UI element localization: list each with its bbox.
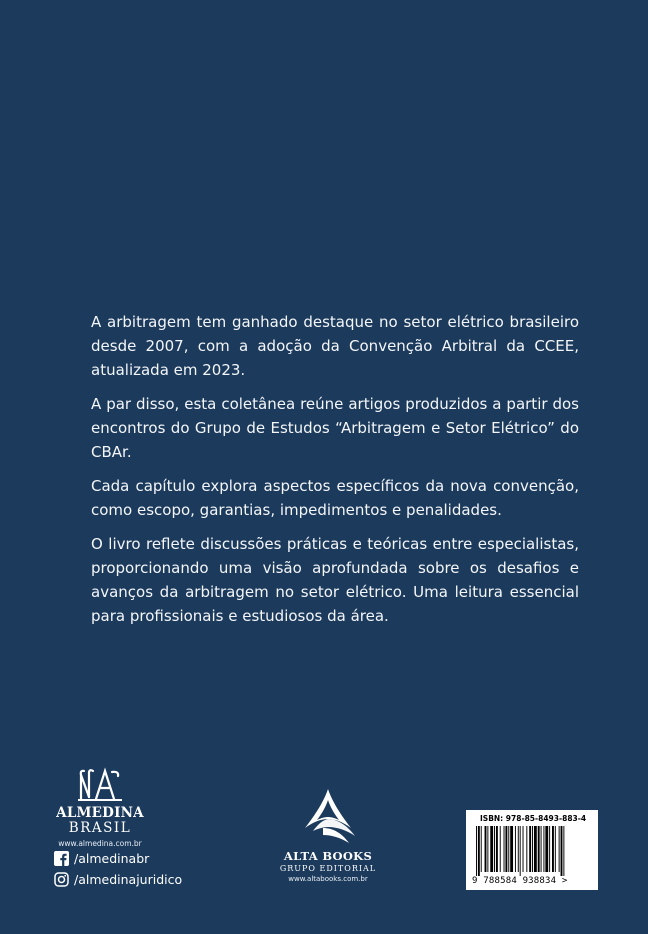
barcode-bar <box>505 826 507 872</box>
barcode-bar <box>534 826 537 872</box>
blurb-paragraph-3: Cada capítulo explora aspectos específicos da nova convenção, como escopo, garantias, impedimentos e penalidades. <box>91 477 579 519</box>
blurb-paragraph-4: O livro reflete discussões práticas e teóricas entre especialistas, proporcionando uma visão aprofundada sobre os desafios e avanços da arbitragem no setor elétrico. Uma leitura essencial para profissionais e estudiosos da área. <box>91 535 579 625</box>
almedina-logo <box>55 766 145 848</box>
barcode-bar <box>518 826 519 872</box>
barcode-bar <box>485 826 487 872</box>
alta-books-name: ALTA BOOKS <box>283 849 373 863</box>
instagram-icon <box>54 872 69 887</box>
barcode-bar <box>552 826 554 872</box>
barcode-bar <box>538 826 540 872</box>
barcode-bar <box>481 826 482 872</box>
barcode-bar <box>515 826 516 872</box>
alta-books-logo <box>268 788 388 884</box>
barcode-bar <box>526 826 527 872</box>
barcode-bar <box>520 826 521 876</box>
barcode-bar <box>478 826 480 876</box>
barcode-bars <box>472 826 592 876</box>
barcode-bar <box>561 826 563 876</box>
almedina-url[interactable]: www.almedina.com.br <box>58 839 142 848</box>
facebook-handle-text: /almedinabr <box>74 851 150 866</box>
barcode-bar <box>555 826 556 872</box>
barcode-bar <box>496 826 498 872</box>
barcode-bar <box>545 826 548 872</box>
isbn-label: ISBN: 978-85-8493-883-4 <box>480 814 587 823</box>
barcode-bar <box>563 826 564 876</box>
alta-books-subtitle: GRUPO EDITORIAL <box>279 864 377 873</box>
barcode-bar <box>529 826 531 872</box>
barcode-bar <box>494 826 495 872</box>
barcode-bar <box>559 826 560 872</box>
barcode-bar <box>508 826 509 872</box>
barcode-bar <box>476 826 477 876</box>
blurb-paragraph-1: A arbitragem tem ganhado destaque no setor elétrico brasileiro desde 2007, com a adoção da Convenção Arbitral da CCEE, atualizada em 2023. <box>91 313 579 379</box>
barcode-bar <box>549 826 550 872</box>
back-cover-blurb <box>91 310 579 638</box>
almedina-name: ALMEDINA <box>56 805 144 821</box>
almedina-logo-icon <box>75 766 125 804</box>
facebook-handle[interactable] <box>54 851 149 866</box>
isbn-barcode <box>466 810 598 890</box>
barcode-digits: 9 788584 938834 > <box>472 876 568 886</box>
barcode-bar <box>523 826 524 872</box>
barcode-bar <box>504 826 505 872</box>
barcode-bar <box>541 826 542 872</box>
barcode-bar <box>532 826 533 872</box>
barcode-bar <box>487 826 488 872</box>
barcode-bar <box>510 826 513 872</box>
instagram-handle[interactable] <box>54 872 182 887</box>
facebook-icon <box>54 851 69 866</box>
blurb-paragraph-2: A par disso, esta coletânea reúne artigos produzidos a partir dos encontros do Grupo de Estudos “Arbitragem e Setor Elétrico” do CBAr. <box>91 395 579 461</box>
barcode-bar <box>500 826 501 872</box>
instagram-handle-text: /almedinajuridico <box>74 872 183 887</box>
almedina-subtitle: BRASIL <box>68 820 132 836</box>
barcode-bar <box>543 826 544 872</box>
barcode-bar <box>490 826 493 872</box>
alta-books-url[interactable]: www.altabooks.com.br <box>288 875 368 883</box>
alta-books-logo-icon <box>293 788 363 846</box>
